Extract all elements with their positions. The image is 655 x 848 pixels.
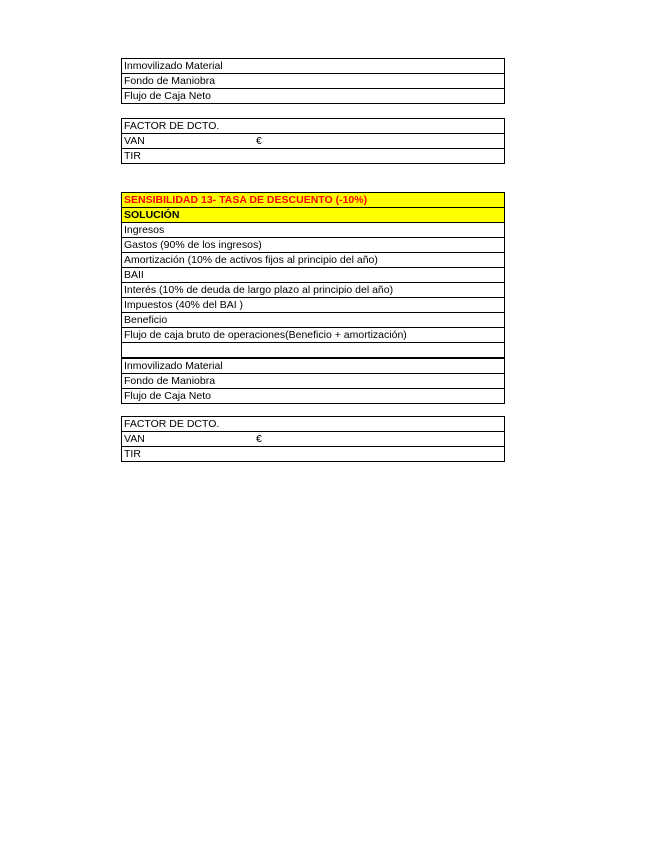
table-row xyxy=(122,432,505,447)
sensitivity-title: SENSIBILIDAD 13- TASA DE DESCUENTO (-10%) xyxy=(122,193,505,208)
table-row xyxy=(122,149,505,164)
table-row xyxy=(122,298,505,313)
cell-tir: TIR xyxy=(122,447,505,462)
cell-ingresos: Ingresos xyxy=(122,223,505,238)
cell-tir: TIR xyxy=(122,149,505,164)
cell-inmovilizado: Inmovilizado Material xyxy=(122,59,505,74)
cell-baii: BAII xyxy=(122,268,505,283)
valuation-table-top xyxy=(121,118,505,164)
table-row xyxy=(122,389,505,404)
table-row xyxy=(122,238,505,253)
table-row xyxy=(122,74,505,89)
table-row xyxy=(122,193,505,208)
table-row xyxy=(122,447,505,462)
table-row xyxy=(122,119,505,134)
table-row xyxy=(122,253,505,268)
cell-interes: Interés (10% de deuda de largo plazo al principio del año) xyxy=(122,283,505,298)
table-row xyxy=(122,223,505,238)
van-label: VAN xyxy=(124,135,145,147)
table-row xyxy=(122,359,505,374)
sensitivity-table xyxy=(121,192,505,358)
table-row xyxy=(122,208,505,223)
cell-flujo-caja-neto: Flujo de Caja Neto xyxy=(122,389,505,404)
cell-factor-dcto: FACTOR DE DCTO. xyxy=(122,119,505,134)
table-row xyxy=(122,89,505,104)
table-row xyxy=(122,313,505,328)
cell-fondo-maniobra: Fondo de Maniobra xyxy=(122,374,505,389)
table-row xyxy=(122,343,505,358)
assets-table-top xyxy=(121,58,505,104)
table-row xyxy=(122,328,505,343)
cell-van xyxy=(122,432,505,447)
cell-van xyxy=(122,134,505,149)
cell-factor-dcto: FACTOR DE DCTO. xyxy=(122,417,505,432)
table-row xyxy=(122,59,505,74)
cell-fondo-maniobra: Fondo de Maniobra xyxy=(122,74,505,89)
cell-inmovilizado: Inmovilizado Material xyxy=(122,359,505,374)
cell-impuestos: Impuestos (40% del BAI ) xyxy=(122,298,505,313)
table-row xyxy=(122,417,505,432)
cell-flujo-caja-neto: Flujo de Caja Neto xyxy=(122,89,505,104)
table-row xyxy=(122,374,505,389)
euro-symbol: € xyxy=(256,433,262,445)
valuation-table-bottom xyxy=(121,416,505,462)
cell-gastos: Gastos (90% de los ingresos) xyxy=(122,238,505,253)
cell-amortizacion: Amortización (10% de activos fijos al principio del año) xyxy=(122,253,505,268)
cell-empty xyxy=(122,343,505,358)
cell-beneficio: Beneficio xyxy=(122,313,505,328)
assets-table-bottom xyxy=(121,358,505,404)
table-row xyxy=(122,283,505,298)
euro-symbol: € xyxy=(256,135,262,147)
van-label: VAN xyxy=(124,433,145,445)
table-row xyxy=(122,134,505,149)
table-row xyxy=(122,268,505,283)
solucion-header: SOLUCIÓN xyxy=(122,208,505,223)
cell-flujo-bruto: Flujo de caja bruto de operaciones(Beneficio + amortización) xyxy=(122,328,505,343)
